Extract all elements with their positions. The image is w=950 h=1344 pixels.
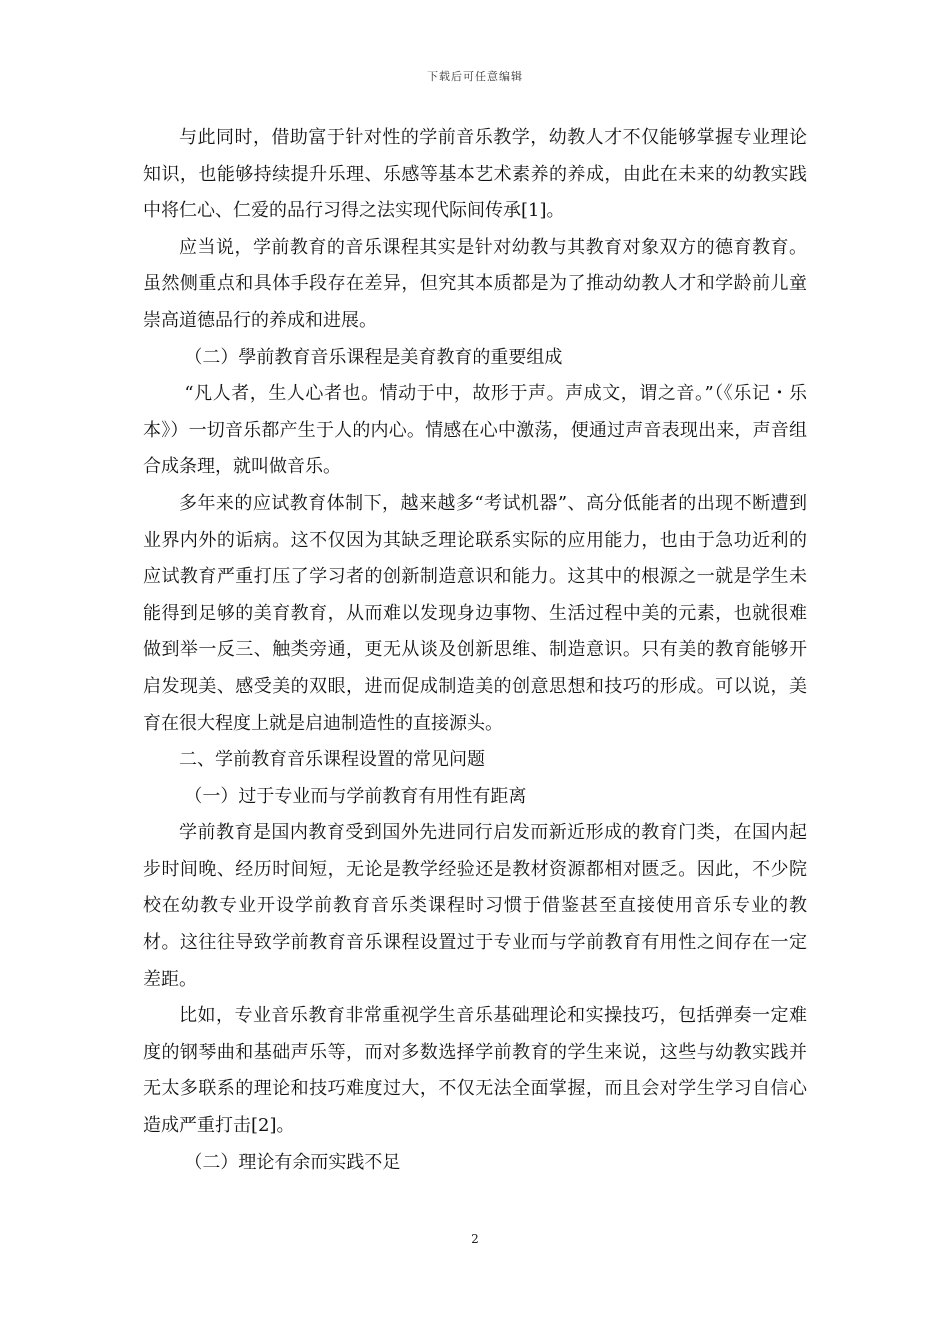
subheading-2-2: （二）學前教育音乐课程是美育教育的重要组成 — [184, 346, 563, 368]
subheading-2-1: （一）过于专业而与学前教育有用性有距离 — [184, 785, 527, 807]
paragraph-quote: “凡人者，生人心者也。情动于中，故形于声。声成文，谓之音。”（《乐记・乐本》）一切音乐都产生于人的内心。情感在心中激荡，便通过声音表现出来，声音组合成条理，就叫做音乐。 — [143, 383, 807, 478]
paragraph-4: 学前教育是国内教育受到国外先进同行启发而新近形成的教育门类，在国内起步时间晚、经历时间短，无论是教学经验还是教材资源都相对匮乏。因此，不少院校在幼教专业开设学前教育音乐类课程时习惯于借鉴甚至直接使用音乐专业的教材。这往往导致学前教育音乐课程设置过于专业而与学前教育有用性之间存在一定差距。 — [143, 822, 807, 990]
paragraph-3: 多年来的应试教育体制下，越来越多“考试机器”、高分低能者的出现不断遭到业界内外的诟病。这不仅因为其缺乏理论联系实际的应用能力，也由于急功近利的应试教育严重打压了学习者的创新制造意识和能力。这其中的根源之一就是学生未能得到足够的美育教育，从而难以发现身边事物、生活过程中美的元素，也就很难做到举一反三、触类旁通，更无从谈及创新思维、制造意识。只有美的教育能够开启发现美、感受美的双眼，进而促成制造美的创意思想和技巧的形成。可以说，美育在很大程度上就是启迪制造性的直接源头。 — [143, 492, 807, 734]
page-number: 2 — [471, 1232, 479, 1246]
subheading-2-2b: （二）理论有余而实践不足 — [184, 1151, 401, 1173]
section-heading-2: 二、学前教育音乐课程设置的常见问题 — [179, 749, 485, 771]
paragraph-1: 与此同时，借助富于针对性的学前音乐教学，幼教人才不仅能够掌握专业理论知识，也能够持续提升乐理、乐感等基本艺术素养的养成，由此在未来的幼教实践中将仁心、仁爱的品行习得之法实现代际间传承[1]。 — [143, 127, 807, 222]
paragraph-2: 应当说，学前教育的音乐课程其实是针对幼教与其教育对象双方的德育教育。虽然侧重点和具体手段存在差异，但究其本质都是为了推动幼教人才和学龄前儿童崇高道德品行的养成和进展。 — [143, 236, 807, 331]
document-body — [143, 120, 807, 1181]
page-header: 下载后可任意编辑 — [427, 70, 523, 83]
paragraph-5: 比如，专业音乐教育非常重视学生音乐基础理论和实操技巧，包括弹奏一定难度的钢琴曲和基础声乐等，而对多数选择学前教育的学生来说，这些与幼教实践并无太多联系的理论和技巧难度过大，不仅无法全面掌握，而且会对学生学习自信心造成严重打击[2]。 — [143, 1005, 807, 1137]
